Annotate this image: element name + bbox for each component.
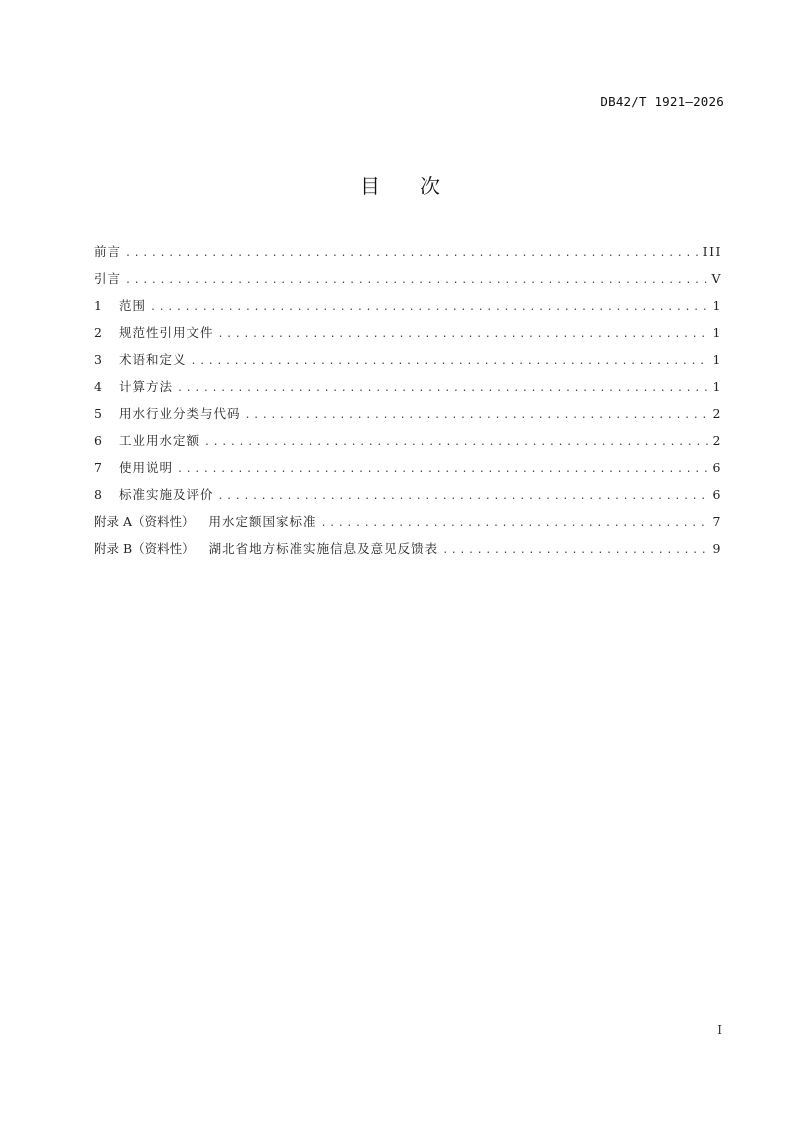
dot-leader bbox=[218, 329, 709, 340]
toc-item-page: 2 bbox=[712, 406, 722, 421]
toc-item-appendix-b[interactable] bbox=[94, 539, 722, 566]
dot-leader bbox=[245, 410, 709, 421]
dot-leader bbox=[442, 545, 708, 556]
dot-leader bbox=[191, 356, 709, 367]
toc-item-introduction[interactable] bbox=[94, 269, 722, 296]
toc-item-label: 范围 bbox=[119, 298, 147, 313]
toc-item-terms-definitions[interactable] bbox=[94, 350, 722, 377]
title-char-1: 目 bbox=[360, 174, 380, 198]
toc-item-prefix: 附录 B（资料性） bbox=[94, 541, 195, 556]
dot-leader bbox=[204, 437, 709, 448]
toc-item-scope[interactable] bbox=[94, 296, 722, 323]
standard-code: DB42/T 1921—2026 bbox=[600, 94, 724, 109]
toc-item-label: 湖北省地方标准实施信息及意见反馈表 bbox=[208, 541, 439, 556]
toc-item-number: 1 bbox=[94, 298, 102, 313]
toc-item-label: 用水定额国家标准 bbox=[208, 514, 317, 529]
toc-item-number: 8 bbox=[94, 487, 102, 502]
toc-item-page: 7 bbox=[712, 514, 722, 529]
toc-item-page: III bbox=[702, 244, 722, 259]
toc-item-label: 引言 bbox=[94, 271, 122, 286]
dot-leader bbox=[125, 275, 707, 286]
dot-leader bbox=[125, 248, 699, 259]
toc-item-page: 9 bbox=[712, 541, 722, 556]
toc-item-number: 5 bbox=[94, 406, 102, 421]
page-number: I bbox=[717, 1023, 722, 1037]
toc-item-usage-instructions[interactable] bbox=[94, 458, 722, 485]
toc-item-page: 1 bbox=[712, 298, 722, 313]
toc-item-label: 术语和定义 bbox=[119, 352, 187, 367]
toc-item-number: 3 bbox=[94, 352, 102, 367]
toc-item-appendix-a[interactable] bbox=[94, 512, 722, 539]
toc-item-normative-references[interactable] bbox=[94, 323, 722, 350]
toc-item-prefix: 附录 A（资料性） bbox=[94, 514, 195, 529]
dot-leader bbox=[177, 464, 709, 475]
toc-item-page: 2 bbox=[712, 433, 722, 448]
page-title bbox=[0, 170, 800, 199]
toc-item-number: 6 bbox=[94, 433, 102, 448]
toc-item-label: 标准实施及评价 bbox=[119, 487, 214, 502]
dot-leader bbox=[150, 302, 709, 313]
toc-item-calculation-method[interactable] bbox=[94, 377, 722, 404]
toc-item-foreword[interactable] bbox=[94, 242, 722, 269]
toc-item-label: 用水行业分类与代码 bbox=[119, 406, 241, 421]
toc-item-label: 工业用水定额 bbox=[119, 433, 201, 448]
toc-item-implementation-evaluation[interactable] bbox=[94, 485, 722, 512]
toc-item-page: 6 bbox=[712, 460, 722, 475]
toc-item-page: 6 bbox=[712, 487, 722, 502]
table-of-contents bbox=[94, 242, 722, 566]
toc-item-page: V bbox=[711, 271, 722, 286]
toc-item-industry-classification[interactable] bbox=[94, 404, 722, 431]
toc-item-number: 4 bbox=[94, 379, 102, 394]
toc-item-label: 前言 bbox=[94, 244, 122, 259]
toc-item-number: 2 bbox=[94, 325, 102, 340]
dot-leader bbox=[321, 518, 709, 529]
toc-item-page: 1 bbox=[712, 379, 722, 394]
toc-item-label: 计算方法 bbox=[119, 379, 174, 394]
dot-leader bbox=[218, 491, 709, 502]
toc-item-page: 1 bbox=[712, 325, 722, 340]
toc-item-label: 规范性引用文件 bbox=[119, 325, 214, 340]
toc-item-label: 使用说明 bbox=[119, 460, 174, 475]
toc-item-industrial-water-quota[interactable] bbox=[94, 431, 722, 458]
dot-leader bbox=[177, 383, 709, 394]
toc-item-page: 1 bbox=[712, 352, 722, 367]
title-char-2: 次 bbox=[420, 174, 440, 198]
toc-item-number: 7 bbox=[94, 460, 102, 475]
